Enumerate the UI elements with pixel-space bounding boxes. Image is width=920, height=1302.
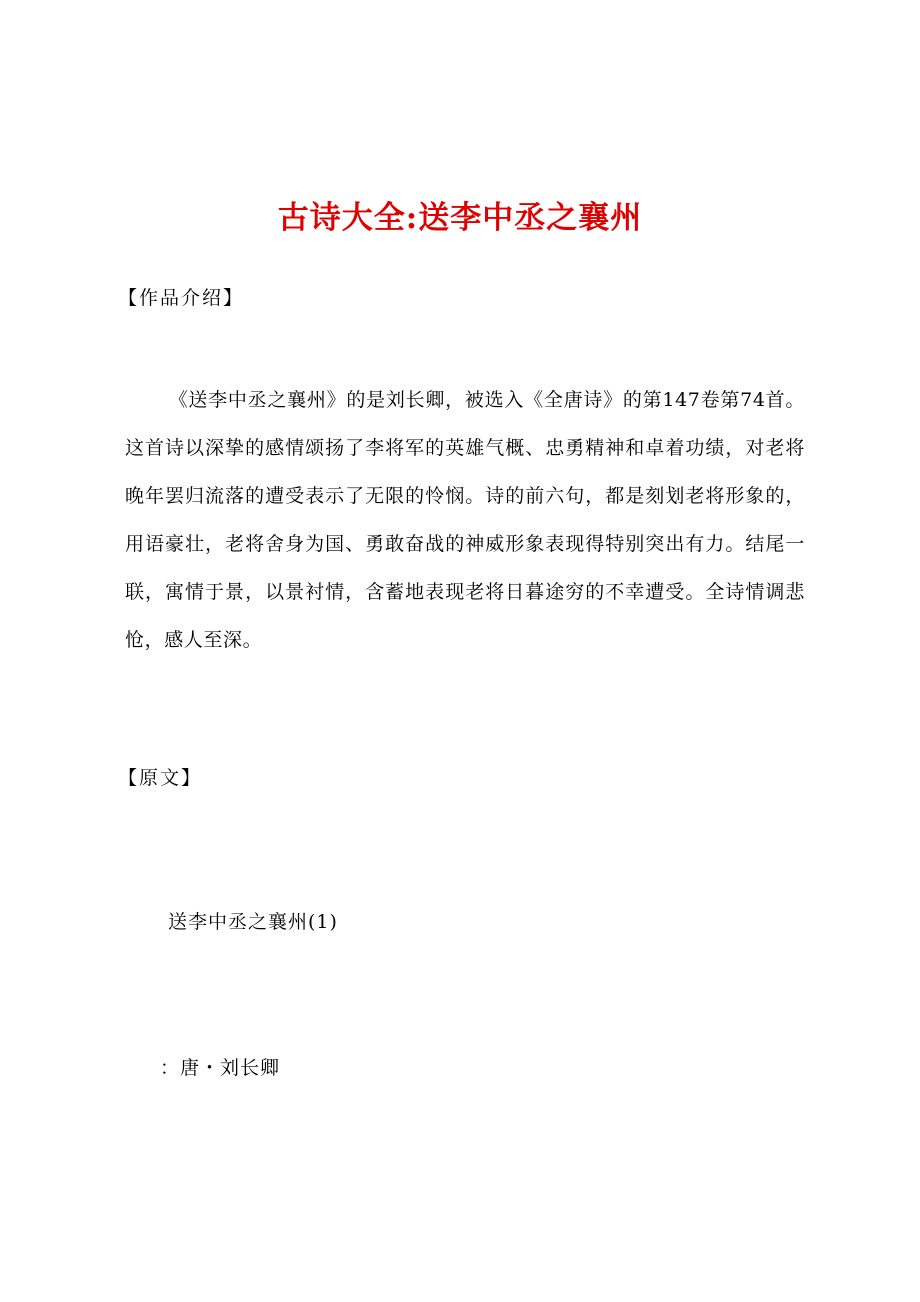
poem-author: ：唐・刘长卿 [160,1057,281,1079]
intro-paragraph: 《送李中丞之襄州》的是刘长卿，被选入《全唐诗》的第147卷第74首。这首诗以深挚的感情颂扬了李将军的英雄气概、忠勇精神和卓着功绩，对老将晚年罢归流落的遭受表示了无限的怜悯。诗的前六句，都是刻划老将形象的，用语豪壮，老将舍身为国、勇敢奋战的神威形象表现得特别突出有力。结尾一联，寓情于景，以景衬情，含蓄地表现老将日暮途穷的不幸遭受。全诗情调悲怆，感人至深。 [125,389,805,651]
original-heading: 【原文】 [118,767,203,789]
page-title: 古诗大全:送李中丞之襄州 [277,200,643,236]
poem-title: 送李中丞之襄州(1) [168,911,338,933]
intro-heading: 【作品介绍】 [118,287,245,309]
